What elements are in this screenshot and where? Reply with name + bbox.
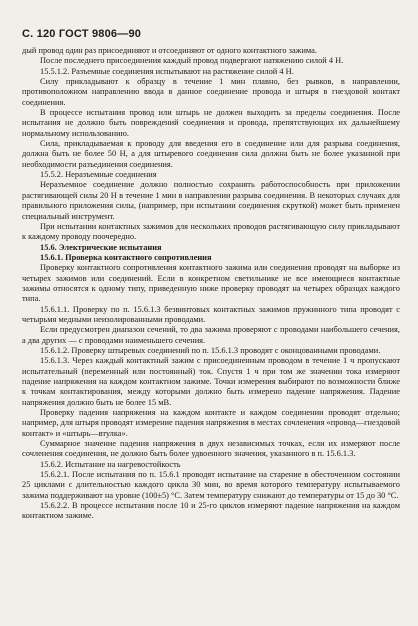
paragraph: Неразъемное соединение должно полностью сохранять работоспособность при приложении растягивающей силы 20 Н в течение 1 мин в направлении разрыва соединения. В некоторых случаях для правильного приложения силы, (например, при испытании соединения скруткой) может быть применен специальный инструмент.: [22, 180, 400, 221]
paragraph: После последнего присоединения каждый провод подвергают натяжению силой 4 Н.: [40, 56, 344, 66]
page-number: С. 120: [22, 28, 56, 40]
paragraph: Проверку падения напряжения на каждом контакте и каждом соединении проводят отдельно; например, для штыря проводят измерение падения напряжения в местах сочленения «провод—гнездовой контакт» и «штырь—втулка».: [22, 408, 400, 438]
paragraph: Силу прикладывают к образцу в течение 1 мин плавно, без рывков, в направлении, противоположном направлению ввода в данное соединение провода и штыря в гнездовой контакт соединения.: [22, 77, 400, 107]
document-body: [22, 46, 400, 522]
paragraph: Если предусмотрен диапазон сечений, то два зажима проверяют с проводами наибольшего сечения, а два других — с проводами наименьшего сечения.: [22, 325, 400, 345]
section-heading: 15.6.1. Проверка контактного сопротивления: [40, 252, 212, 262]
paragraph: 15.6.1.2. Проверку штыревых соединений по п. 15.6.1.3 проводят с оконцованными проводами.: [40, 345, 381, 355]
section-heading: 15.5.2. Неразъемные соединения: [40, 170, 157, 180]
paragraph: 15.6.2.2. В процессе испытания после 10 и 25-го циклов измеряют падение напряжения на каждом контактном зажиме.: [22, 501, 400, 521]
paragraph: 15.6.1.3. Через каждый контактный зажим с присоединенным проводом в течение 1 ч пропускают испытательный (переменный или постоянный) ток. Спустя 1 ч при том же значении тока измеряют падение напряжения на каждом контактном зажиме. Точки измерения выбирают по возможности ближе к точкам контактирования, между которыми должно быть измерено падение напряжения. Падение напряжения должно быть не более 15 мВ.: [22, 356, 400, 407]
section-heading: 15.6. Электрические испытания: [40, 242, 162, 252]
page-header: [22, 28, 400, 40]
paragraph: Проверку контактного сопротивления контактного зажима или соединения проводят на выборке из четырех зажимов или соединений. Если в конкретном светильнике не все имеющиеся контактные зажимы относятся к одному типу, приведенную ниже проверку проводят на четырех образцах каждого типа.: [22, 263, 400, 304]
paragraph: Сила, прикладываемая к проводу для введения его в соединение или для разрыва соединения, должна быть не более 50 Н, а для штыревого соединения сила должна быть не более указанной при необходимости разъединения соединения.: [22, 139, 400, 169]
paragraph: В процессе испытания провод или штырь не должен выходить за пределы соединения. После испытания не должно быть повреждений соединения и провода, препятствующих их дальнейшему нормальному использованию.: [22, 108, 400, 138]
paragraph: дый провод один раз присоединяют и отсоединяют от одного контактного зажима.: [22, 46, 317, 55]
paragraph: Суммарное значение падения напряжения в двух независимых точках, если их измеряют после сочленения соединения, не должно быть более удвоенного значения, указанного в п. 15.6.1.3.: [22, 439, 400, 459]
standard-id: ГОСТ 9806—90: [58, 28, 142, 40]
section-heading: 15.6.2. Испытание на нагревостойкость: [40, 459, 181, 469]
paragraph: 15.6.1.1. Проверку по п. 15.6.1.3 безвинтовых контактных зажимов пружинного типа проводят с четырьмя медными неизолированными проводами.: [22, 304, 400, 324]
paragraph: 15.6.2.1. После испытания по п. 15.6.1 проводят испытание на старение в обесточенном состоянии 25 циклами с длительностью каждого цикла 30 мин, во время которого температуру испытываемого зажима поддерживают на уровне (100±5) °С. Затем температуру снижают до температуры от 15 до 30 °С.: [22, 470, 400, 500]
paragraph: При испытании контактных зажимов для нескольких проводов растягивающую силу прикладывают к каждому проводу поочередно.: [22, 221, 400, 242]
section-heading: 15.5.1.2. Разъемные соединения испытывают на растяжение силой 4 Н.: [40, 66, 294, 76]
